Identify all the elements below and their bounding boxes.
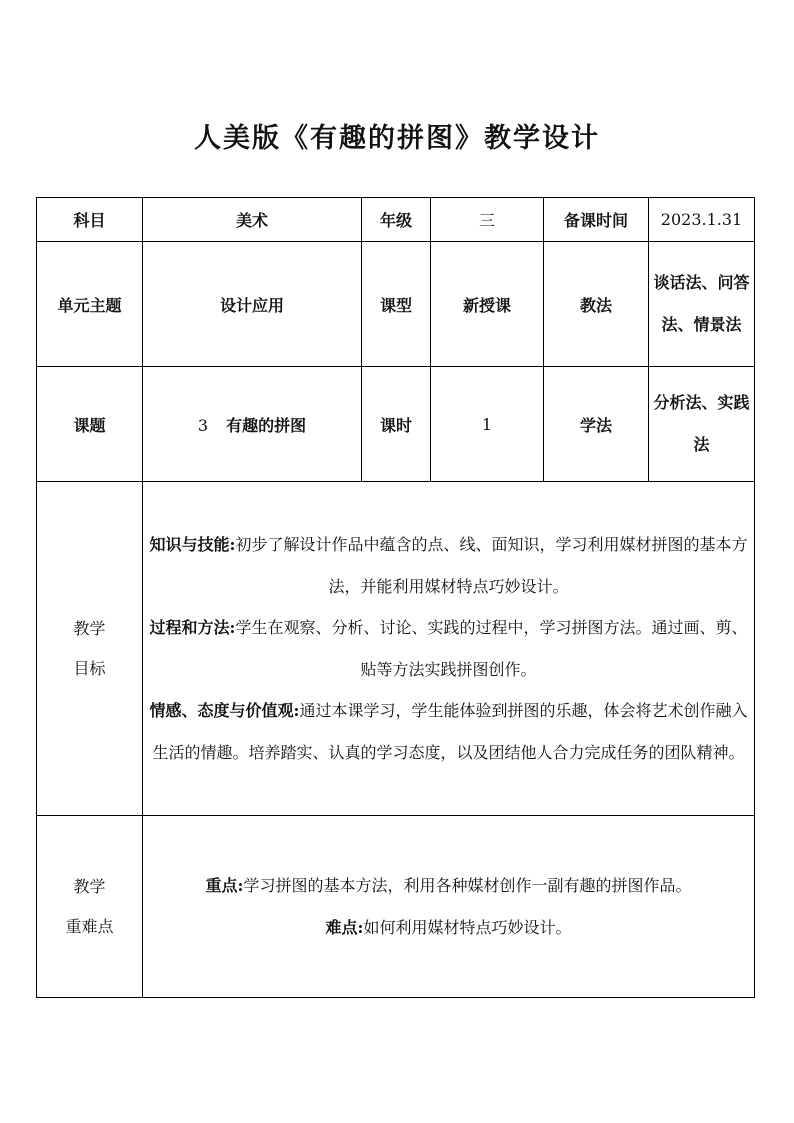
difficulty-point-text: 如何利用媒材特点巧妙设计。 (363, 917, 572, 937)
process-goal (143, 607, 754, 690)
subject-value: 美术 (143, 198, 362, 242)
unit-value: 设计应用 (143, 242, 362, 367)
lesson-type-value: 新授课 (431, 242, 544, 367)
emotion-goal (143, 690, 754, 773)
teaching-method-label: 教法 (544, 242, 649, 367)
learning-method-value: 分析法、实践法 (649, 367, 755, 482)
key-point (143, 865, 754, 907)
keypoints-label (37, 816, 143, 998)
lesson-type-label: 课型 (362, 242, 431, 367)
grade-label: 年级 (362, 198, 431, 242)
difficulty-point (143, 907, 754, 949)
keypoints-label-line-1: 教学 (73, 876, 106, 896)
period-value: 1 (431, 367, 544, 482)
prep-time-value: 2023.1.31 (649, 198, 755, 242)
topic-number: 3 (197, 415, 209, 435)
unit-label: 单元主题 (37, 242, 143, 367)
goals-label-line-2: 目标 (73, 658, 106, 678)
goals-content (143, 482, 755, 816)
goals-label (37, 482, 143, 816)
table-row (37, 816, 755, 998)
table-row (37, 482, 755, 816)
prep-time-label: 备课时间 (544, 198, 649, 242)
subject-label: 科目 (37, 198, 143, 242)
learning-method-label: 学法 (544, 367, 649, 482)
table-row (37, 242, 755, 367)
goals-label-line-1: 教学 (73, 618, 106, 638)
process-goal-text: 学生在观察、分析、讨论、实践的过程中，学习拼图方法。通过画、剪、贴等方法实践拼图创作。 (235, 618, 748, 679)
topic-cell (143, 367, 362, 482)
knowledge-goal (143, 524, 754, 607)
keypoints-content (143, 816, 755, 998)
key-point-text: 学习拼图的基本方法，利用各种媒材创作一副有趣的拼图作品。 (243, 875, 692, 895)
lesson-plan-table (36, 197, 755, 998)
emotion-goal-label: 情感、态度与价值观: (149, 701, 300, 720)
difficulty-point-label: 难点: (325, 917, 364, 937)
process-goal-label: 过程和方法: (149, 618, 236, 637)
teaching-method-value: 谈话法、问答法、情景法 (649, 242, 755, 367)
period-label: 课时 (362, 367, 431, 482)
page-title: 人美版《有趣的拼图》教学设计 (194, 123, 600, 154)
knowledge-goal-label: 知识与技能: (149, 535, 236, 554)
topic-label: 课题 (37, 367, 143, 482)
grade-value: 三 (431, 198, 544, 242)
table-row (37, 198, 755, 242)
keypoints-label-line-2: 重难点 (65, 916, 114, 936)
emotion-goal-text: 通过本课学习，学生能体验到拼图的乐趣，体会将艺术创作融入生活的情趣。培养踏实、认真的学习态度，以及团结他人合力完成任务的团队精神。 (152, 701, 748, 762)
knowledge-goal-text: 初步了解设计作品中蕴含的点、线、面知识，学习利用媒材拼图的基本方法，并能利用媒材特点巧妙设计。 (235, 535, 748, 596)
key-point-label: 重点: (205, 875, 244, 895)
table-row (37, 367, 755, 482)
topic-value: 有趣的拼图 (226, 415, 307, 435)
